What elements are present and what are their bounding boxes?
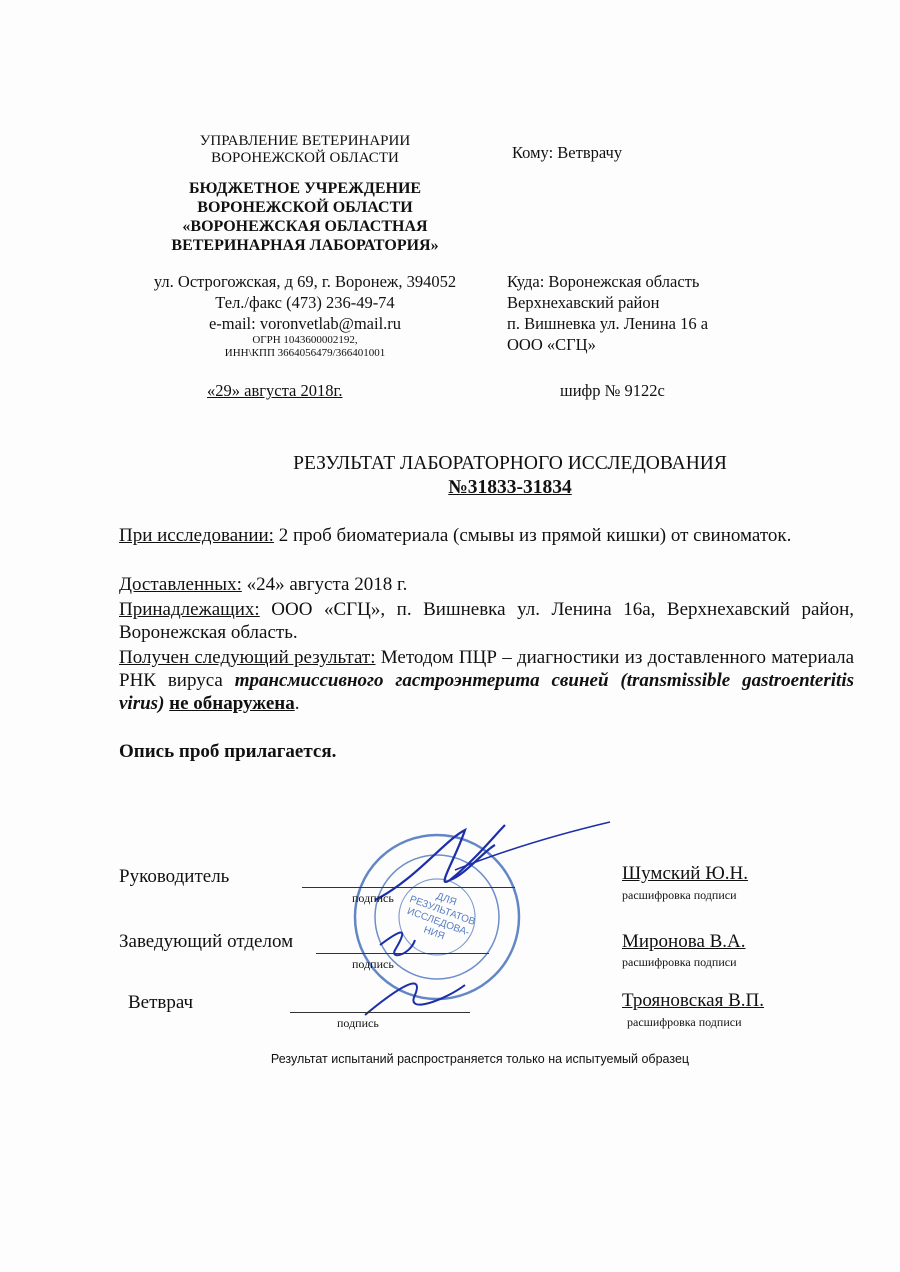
result-paragraph — [119, 646, 854, 715]
decode-caption-1: расшифровка подписи — [622, 888, 737, 902]
owner-text: ООО «СГЦ», п. Вишневка ул. Ленина 16а, Верхнехавский район, Воронежская область. — [119, 599, 854, 643]
destination-line-1: Куда: Воронежская область — [507, 272, 700, 291]
signature-caption-1: подпись — [352, 891, 394, 905]
document-number: №31833-31834 — [448, 477, 572, 498]
signatory-1-name: Шумский Ю.Н. — [622, 863, 748, 884]
signature-scribbles — [355, 820, 615, 1025]
signatory-2-role: Заведующий отделом — [119, 931, 294, 952]
signatory-2-name: Миронова В.А. — [622, 931, 746, 952]
org-email: e-mail: voronvetlab@mail.ru — [208, 314, 402, 333]
result-label: Получен следующий результат: — [119, 647, 376, 668]
signatory-1-role: Руководитель — [119, 866, 230, 887]
org-line-4: ВЕТЕРИНАРНАЯ ЛАБОРАТОРИЯ» — [171, 237, 439, 254]
org-line-1: БЮДЖЕТНОЕ УЧРЕЖДЕНИЕ — [188, 180, 422, 197]
recipient: Кому: Ветврачу — [512, 143, 623, 162]
signature-caption-3: подпись — [337, 1016, 379, 1030]
org-line-3: «ВОРОНЕЖСКАЯ ОБЛАСТНАЯ — [182, 218, 428, 235]
document-title: РЕЗУЛЬТАТ ЛАБОРАТОРНОГО ИССЛЕДОВАНИЯ — [293, 453, 727, 474]
org-inn: ИНН\КПП 3664056479/366401001 — [224, 347, 386, 359]
study-label: При исследовании: — [119, 525, 274, 546]
inventory-note: Опись проб прилагается. — [119, 741, 337, 762]
delivered-text: «24» августа 2018 г. — [241, 574, 408, 595]
delivered-paragraph — [119, 573, 854, 596]
signature-caption-2: подпись — [352, 957, 394, 971]
destination-line-4: ООО «СГЦ» — [507, 335, 596, 354]
result-outcome: не обнаружена — [169, 693, 295, 714]
virus-name: трансмиссивного гастроэнтерита свиней (transmissible gastroenteritis virus) — [119, 670, 854, 714]
destination-line-2: Верхнехавский район — [507, 293, 660, 312]
study-text: 2 проб биоматериала (смывы из прямой кишки) от свиноматок. — [273, 525, 792, 546]
owner-paragraph — [119, 598, 854, 644]
owner-label: Принадлежащих: — [119, 599, 260, 620]
signatory-3-name: Трояновская В.П. — [622, 990, 764, 1011]
department-line-1: УПРАВЛЕНИЕ ВЕТЕРИНАРИИ — [199, 133, 411, 149]
result-end: . — [294, 693, 300, 714]
document-date: «29» августа 2018г. — [207, 381, 343, 400]
org-phone: Тел./факс (473) 236-49-74 — [215, 293, 395, 312]
decode-caption-3: расшифровка подписи — [627, 1015, 742, 1029]
decode-caption-2: расшифровка подписи — [622, 955, 737, 969]
signature-line-3 — [290, 1012, 470, 1013]
signature-line-1 — [302, 887, 515, 888]
signature-line-2 — [316, 953, 489, 954]
org-address: ул. Острогожская, д 69, г. Воронеж, 394052 — [153, 272, 457, 291]
org-line-2: ВОРОНЕЖСКОЙ ОБЛАСТИ — [197, 199, 413, 216]
department-line-2: ВОРОНЕЖСКОЙ ОБЛАСТИ — [211, 150, 399, 166]
delivered-label: Доставленных: — [119, 574, 242, 595]
cipher-number: шифр № 9122с — [560, 381, 665, 400]
result-text: Методом ПЦР – диагностики из доставленного материала РНК вируса — [119, 647, 855, 691]
study-paragraph — [119, 524, 854, 547]
signatory-3-role: Ветврач — [128, 992, 194, 1013]
org-ogrn: ОГРН 1043600002192, — [252, 334, 358, 346]
destination-line-3: п. Вишневка ул. Ленина 16 а — [507, 314, 709, 333]
footer-disclaimer: Результат испытаний распространяется только на испытуемый образец — [270, 1052, 690, 1066]
stamp-center-text: ДЛЯ РЕЗУЛЬТАТОВ ИССЛЕДОВА-НИЯ — [405, 890, 477, 943]
